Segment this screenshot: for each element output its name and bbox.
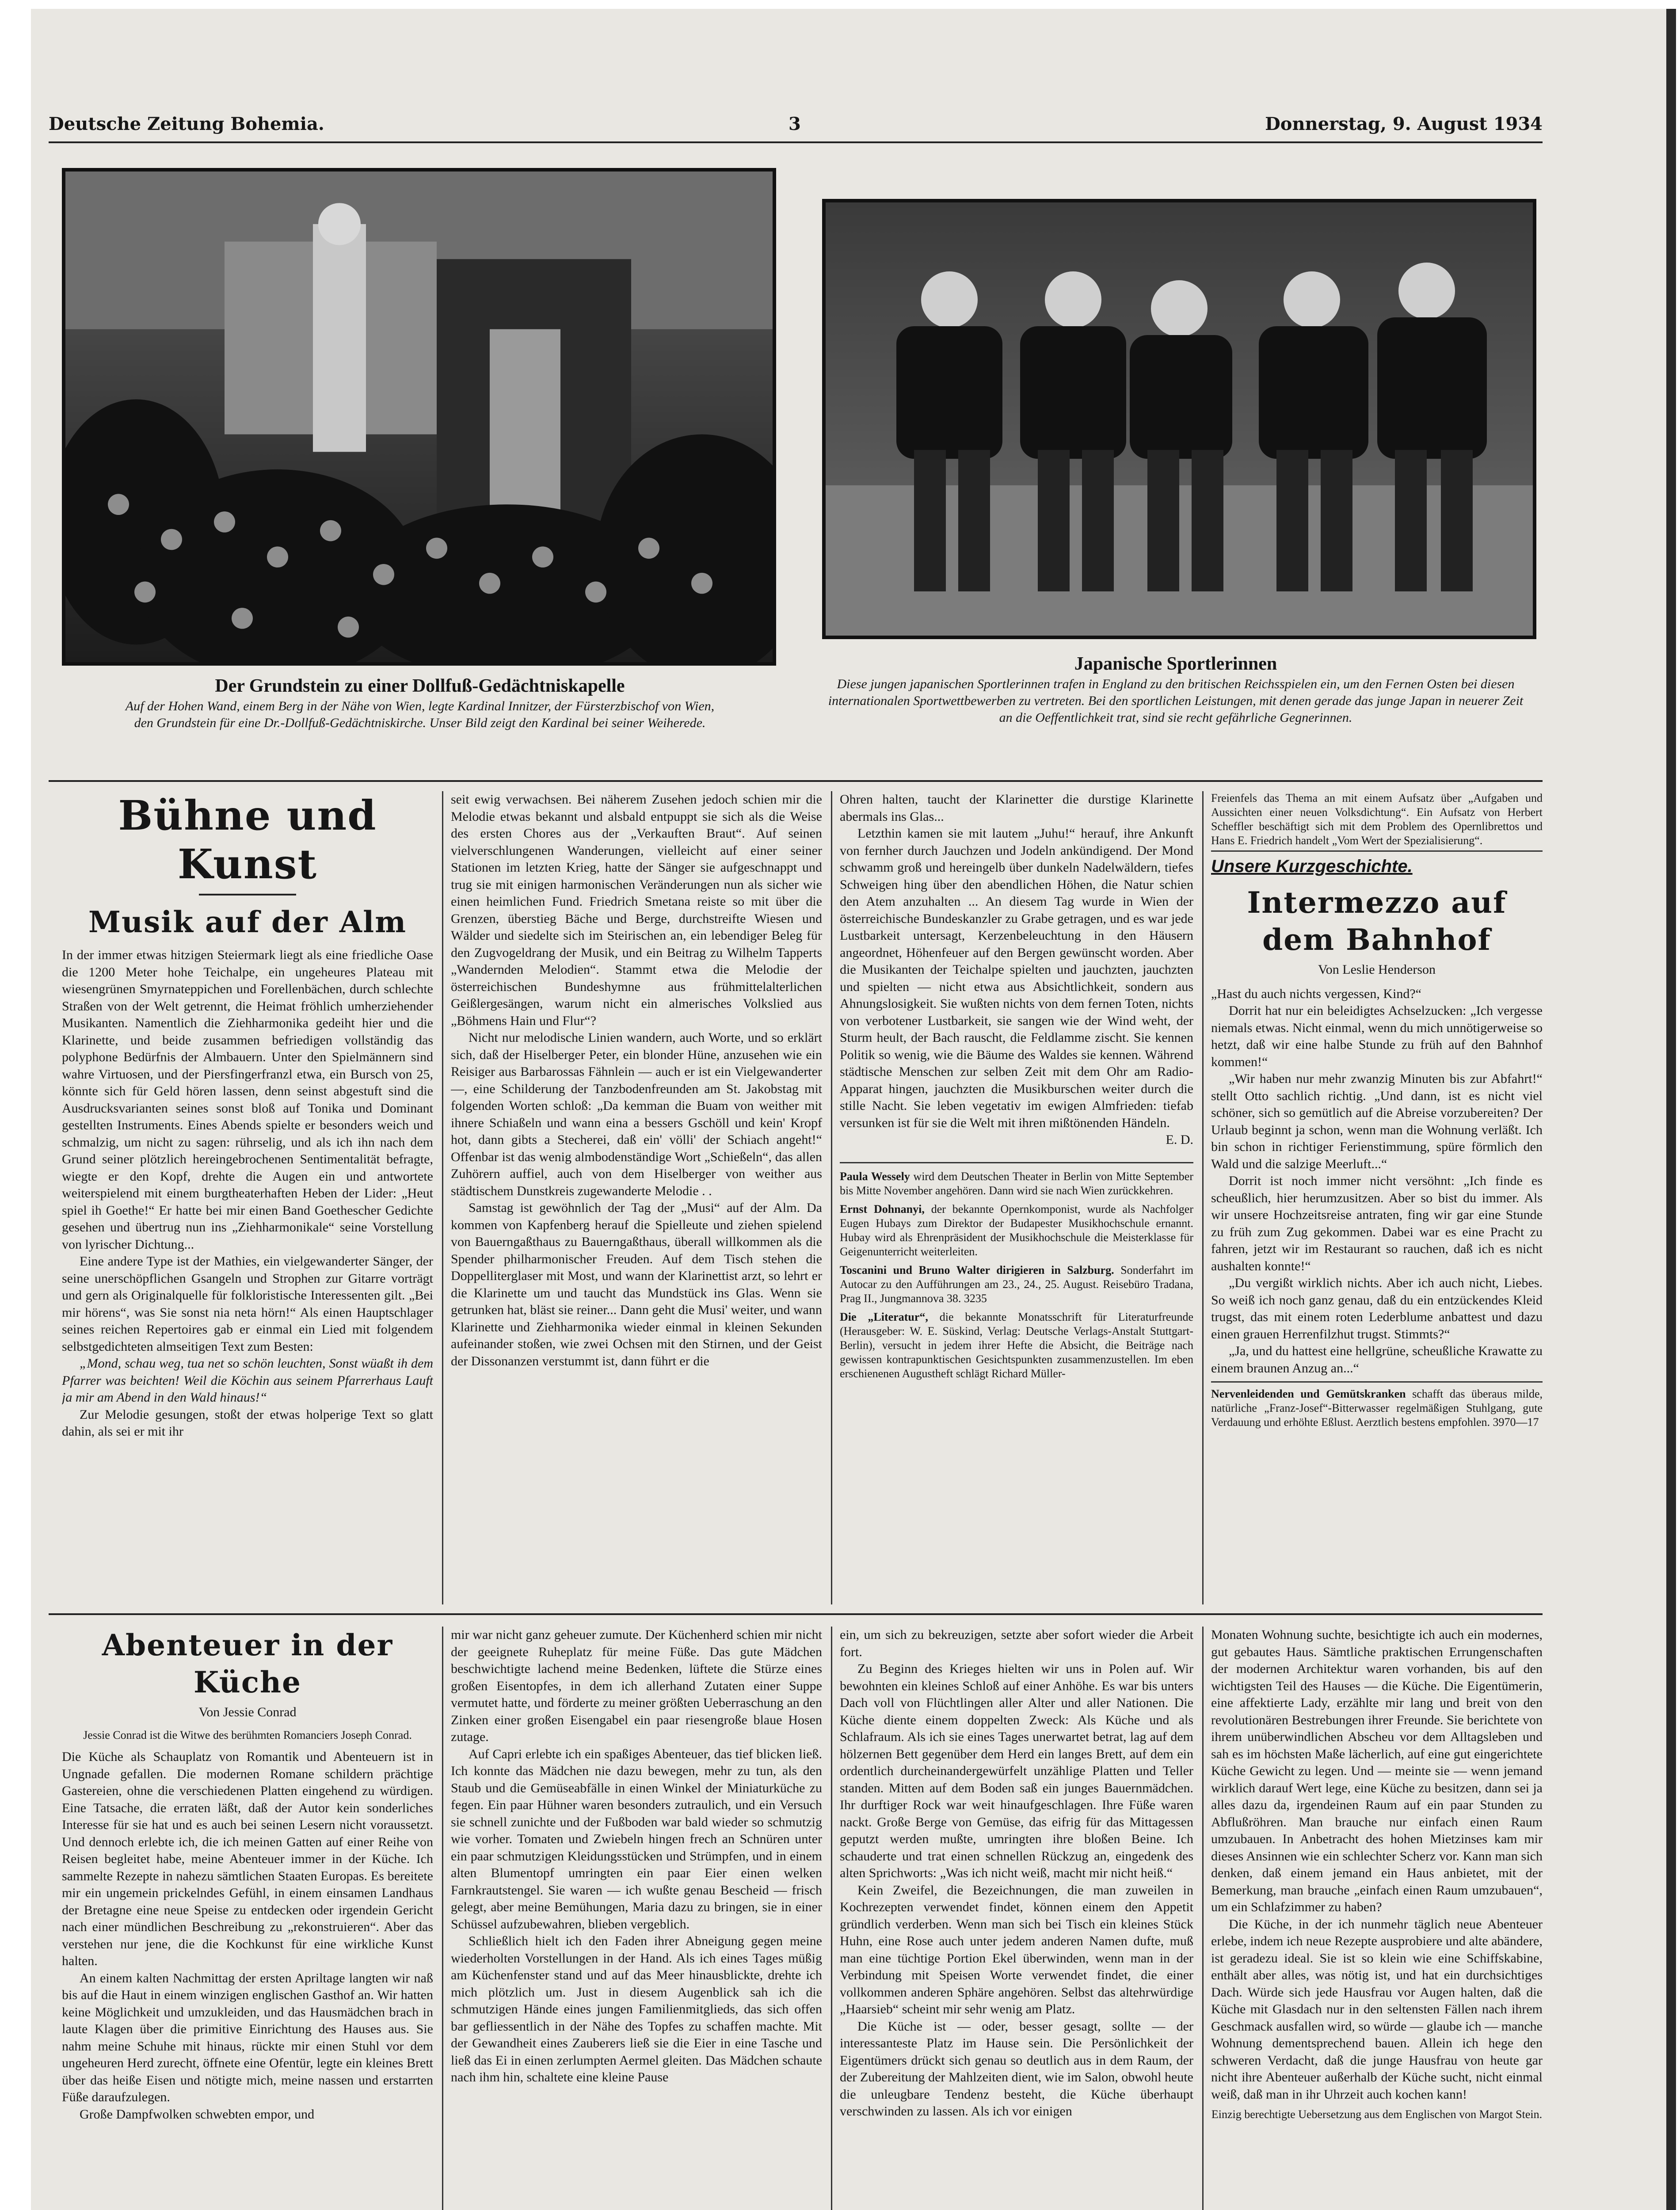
- paragraph: Die Küche, in der ich nunmehr täglich neue Abenteuer erlebe, indem ich neue Rezepte ausprobiere und alte abändere, ist geradezu ideal. Sie ist so klein wie eine Schiffskabine, enthält aber alles, was nötig ist, und hat ein durchsichtiges Dach. Würde sich jede Hausfrau vor Augen halten, daß die Küche mit Glasdach nur in den seltensten Fällen nach ihrem Geschmack ausfallen wird, so würde — glaube ich — manche Wohnung dementsprechend bauen. Allein ich hege den schweren Verdacht, daß die junge Hausfrau von heute gar nicht ihre Abenteuer außerhalb der Küche sucht, nicht einmal weiß, daß man in ihr Uhrzeit auch kochen kann!: [1211, 1917, 1543, 2102]
- paragraph: Zu Beginn des Krieges hielten wir uns in Polen auf. Wir bewohnten ein kleines Schloß auf einer Anhöhe. Es war bis unters Dach voll von Flüchtlingen aller Alter und aller Nationen. Die Küche diente einem doppelten Zweck: Als Küche und als Schlafraum. Als ich sie eines Tages unerwartet betrat, lag auf dem hölzernen Bett gegenüber dem Herd ein langes Brett, auf dem ein ordentlich durcheinandergewürfelt unzählige Platten und Teller standen. Mitten auf dem Boden saß ein junges Bauernmädchen. Ihr durftiger Rock war weit hinaufgeschlagen. Ihre Füße waren nackt. Große Berge von Gemüse, das eifrig für das Mittagessen geputzt werden mußte, umringten ihre bloßen Beine. Ich schauderte und trat einen schnellen Rückzug an, eingedenk des alten Sprichworts: „Was ich nicht weiß, macht mir nicht heiß.“: [840, 1661, 1193, 1880]
- newspaper-page: [31, 9, 1676, 2210]
- advertisement: Nervenleidenden und Gemütskranken schafft das überaus milde, natürliche „Franz-Josef“-Bitterwasser regelmäßigen Stuhlgang, gute Verdauung und erhöhte Eßlust. Aerztlich bestens empfohlen. 3970—17: [1211, 1387, 1543, 1429]
- paragraph: Ohren halten, taucht der Klarinetter die durstige Klarinette abermals ins Glas...: [840, 792, 1193, 824]
- news-item: Toscanini und Bruno Walter dirigieren in Salzburg. Sonderfahrt im Autocar zu den Aufführungen am 23., 24., 25. August. Reisebüro Tradana, Prag II., Jungmannova 38. 3235: [840, 1263, 1193, 1305]
- author-initials: E. D.: [1166, 1132, 1193, 1147]
- photo-title-right: Japanische Sportlerinnen: [1074, 654, 1277, 674]
- section-divider: [49, 1613, 1543, 1615]
- article-headline: Musik auf der Alm: [88, 905, 407, 939]
- abenteuer-column-3: [840, 1627, 1193, 2210]
- sportswomen-photo-icon: [822, 199, 1536, 639]
- poem: „Mond, schau weg, tua net so schön leuchten, Sonst wüaßt ih dem Pfarrer was beichten! Weil die Köchin aus seinem Pfarrerhaus Lauft ja mir am Abend in den Wald hinaus!“: [62, 1356, 433, 1405]
- crowd-photo-icon: [62, 168, 776, 666]
- paragraph: Letzthin kamen sie mit lautem „Juhu!“ herauf, ihre Ankunft von fernher durch Jauchzen und Jodeln ankündigend. Der Mond schwamm groß und hereingelb über dunkeln Nadelwäldern, tiefes Schweigen hing über den abendlichen Höhen, die Natur schien den Atem anzuhalten ... An diesem Tag wurde in Wien der österreichische Bundeskanzler zu Grabe getragen, und es war jede Lustbarkeit untersagt, Kerzenbeleuchtung in den Häusern angeordnet, Höhenfeuer auf den Bergen gewünscht worden. Aber die Musikanten der Teichalpe spielten und jauchzten, jauchzten und spielten — nicht etwa aus Absichtlichkeit, sondern aus Ahnungslosigkeit. Sie wußten nichts von dem fernen Toten, nichts von verbotener Lustbarkeit, sie sangen wie der Wind weht, der Sturm heult, der Bach rauscht, die Feldlamme zischt. Sie kennen Politik so wenig, wie die Bäume des Waldes sie kennen. Während städtische Menschen zur selben Zeit mit dem Ohr am Radio-Apparat hingen, jauchzten die Musikburschen weiter durch die stille Nacht. Sie leben vegetativ im ewigen Almfrieden: tiefab versunken ist für sie die Welt mit ihren mißtönenden Händeln.: [840, 826, 1193, 1130]
- paragraph: mir war nicht ganz geheuer zumute. Der Küchenherd schien mir nicht der geeignete Ruheplatz für meine Füße. Das gute Mädchen beschwichtigte lachend meine Bedenken, lüftete die Stürze eines großen Eisentopfes, in dem ich allerhand Zutaten einer Suppe vermutet hatte, und förderte zu meiner größten Ueberraschung an den Zinken einer großen Eisengabel ein paar riesengroße blaue Hosen zutage.: [451, 1627, 822, 1744]
- paragraph: „Du vergißt wirklich nichts. Aber ich auch nicht, Liebes. So weiß ich noch ganz genau, daß du ein entzückendes Kleid trugst, das mit einem roten Lederblume anbattest und dazu einen grauen Herrenfilzhut trugst. Stimmts?“: [1211, 1276, 1543, 1341]
- article-headline: Abenteuer in der Küche: [102, 1628, 393, 1699]
- paragraph: Auf Capri erlebte ich ein spaßiges Abenteuer, das tief blicken ließ. Ich konnte das Mädchen nie dazu bewegen, mehr zu tun, als den Staub und die Gemüseabfälle in einen Winkel der Miniaturküche zu fegen. Ein paar Hühner waren besonders zutraulich, und ein Versuch sie schnell zunichte und der Fußboden war bald wieder so schmutzig wie vorher. Tomaten und Zwiebeln hingen frech an Schnüren unter ein paar schmutzigen Kleidungsstücken und Strümpfen, und in einem alten Blumentopf umringten ein paar Eier einen welken Farnkrautstengel. Sie waren — ich wußte genau Bescheid — frisch gelegt, aber meine Bemühungen, Maria dazu zu bringen, sie in einer Schüssel aufzubewahren, blieben vergeblich.: [451, 1746, 822, 1932]
- buehne-column-1: [62, 791, 433, 1604]
- news-item: Die „Literatur“, die bekannte Monatsschrift für Literaturfreunde (Herausgeber: W. E. Süskind, Verlag: Deutsche Verlags-Anstalt Stuttgart-Berlin), versucht in jedem ihrer Hefte die Absicht, die Beiträge nach gewissen kontrapunktischen Gesichtspunkten zusammenzustellen. Im eben erschienenen Augustheft schlägt Richard Müller-: [840, 1310, 1193, 1380]
- paragraph: Schließlich hielt ich den Faden ihrer Abneigung gegen meine wiederholten Vorstellungen in der Hand. Als ich eines Tages müßig am Küchenfenster stand und auf das Meer hinausblickte, drehte ich mich plötzlich um. Just in diesem Augenblick sah ich die schmutzigen Hände eines jungen Familienmitglieds, das sich offen bar gefliessentlich in der Nähe des Topfes zu schaffen machte. Mit der Gewandheit eines Zauberers ließ sie die Eier in eine Tasche und ließ das Ei in einen zerlumpten Aermel gleiten. Das Mädchen schaute nach ihm hin, schaltete eine kleine Pause: [451, 1934, 822, 2084]
- paragraph: Die Küche ist — oder, besser gesagt, sollte — der interessanteste Platz im Hause sein. Die Persönlichkeit der Eigentümers drückt sich genau so deutlich aus in dem Raum, der der Zubereitung der Mahlzeiten dient, wie im Salon, obwohl heute die unleugbare Tendenz besteht, die Küche überhaupt verschwinden zu lassen. Als ich vor einigen: [840, 2019, 1193, 2119]
- paragraph: ein, um sich zu bekreuzigen, setzte aber sofort wieder die Arbeit fort.: [840, 1627, 1193, 1659]
- literatur-continuation: Freienfels das Thema an mit einem Aufsatz über „Aufgaben und Aussichten einer neuen Volksdichtung“. Ein Aufsatz von Herbert Scheffler beschäftigt sich mit dem Problem des Opernlibrettos und Hans E. Friedrich handelt „Vom Wert der Spezialisierung“.: [1211, 792, 1543, 847]
- paragraph: Samstag ist gewöhnlich der Tag der „Musi“ auf der Alm. Da kommen von Kapfenberg herauf die Spielleute und ziehen spielend von Bauerngaßthaus zu Bauerngaßthaus, überall willkommen als die Spender philharmonischer Freuden. Auf dem Tisch stehen die Doppelliterglaser mit Most, und wann der Klarinettist arzt, so lehrt er die Klarinette um und taucht das Mundstück ins Glas. Wenn sie getrunken hat, bläst sie reiner... Dann geht die Musi' weiter, und wann Klarinette und Ziehharmonika wieder einmal in kleinen Sekunden aufeinander stoßen, wie zwei Ochsen mit den Stirnen, und der Geist der Dissonanzen verstummt ist, dann führt er die: [451, 1200, 822, 1368]
- photo-caption-right: [827, 652, 1525, 726]
- paragraph: Zur Melodie gesungen, stoßt der etwas holperige Text so glatt dahin, als sei er mit ihr: [62, 1407, 433, 1439]
- buehne-column-2: [451, 791, 822, 1604]
- section-title: Bühne und Kunst: [118, 792, 377, 888]
- abenteuer-column-1: [62, 1627, 433, 2210]
- paragraph: In der immer etwas hitzigen Steiermark liegt als eine friedliche Oase die 1200 Meter hohe Teichalpe, ein ungeheures Plateau mit wiesengrünen Smyrnateppichen und Forellenbächen, durch schlechte Straßen von der Welt getrennt, die Heimat fröhlich umherziehender Musikanten. Namentlich die Ziehharmonika gedeiht hier und die Klarinette, und beide zusammen befriedigen vollständig das polyphone Bedürfnis der Almbauern. Unter den Spielmännern sind wahre Virtuosen, und der Piersfingerfranzl etwa, ein Bursch von 25, könnte sich für Geld hören lassen, denn seinst abgestuft sind die Ausdrucksvarianten seines sonst bloß auf Tonika und Dominant gestellten Instruments. Eines Abends spielte er besonders weich und schmalzig, um nicht zu sagen: rührselig, und als ich ihn nach dem Grund seiner plötzlich hereingebrochenen Sentimentalität befragte, wiegte er den Kopf, drehte die Augen ein und antwortete weiterspielend mit einem burgtheaterhaften Heben der Lider: „Heut spiel ih Goethe!“ Er hatte bei mir einen Band Goethescher Gedichte gesehen und übertrug nun ins „Ziehharmonikale“ seine Vorstellung von lyrischer Dichtung...: [62, 948, 433, 1252]
- column-divider: [831, 1627, 832, 2210]
- paragraph: „Hast du auch nichts vergessen, Kind?“: [1211, 986, 1421, 1001]
- column-divider: [442, 1627, 443, 2210]
- photo-text-left: Auf der Hohen Wand, einem Berg in der Nähe von Wien, legte Kardinal Innitzer, der Fürsterzbischof von Wien, den Grundstein für eine Dr.-Dollfuß-Gedächtniskirche. Unser Bild zeigt den Kardinal bei seiner Weiherede.: [125, 699, 715, 730]
- paragraph: Monaten Wohnung suchte, besichtigte ich auch ein modernes, gut gebautes Haus. Sämtliche praktischen Errungenschaften der modernen Architektur waren vorhanden, bis auf den wichtigsten Teil des Hauses — die Küche. Die Eigentümerin, eine affektierte Lady, erzählte mir lang und breit von den revolutionären Bestrebungen ihrer Freunde. Sie berichtete von ihrem unüberwindlichen Abscheu vor dem Alltagsleben und sah es im höchsten Maße lächerlich, auf eine gut eingerichtete Küche Gewicht zu legen. Und — meinte sie — wenn jemand wirklich darauf Wert lege, eine Küche zu besitzen, dann sei ja alles dazu da, irgendeinen Raum auf ein paar Stunden zu Abflußröhren. Man brauche nur einfach einen Raum umzubauen. In Anbetracht des hohen Mietzinses kam mir dieses Ansinnen wie ein schlechter Scherz vor. Kann man sich denken, daß einem jemand ein Haus anbietet, mit der Bemerkung, man brauche „einfach einen Raum umzubauen“, um ein Schlafzimmer zu haben?: [1211, 1627, 1543, 1914]
- photo-title-left: Der Grundstein zu einer Dollfuß-Gedächtniskapelle: [215, 676, 625, 696]
- paragraph: Kein Zweifel, die Bezeichnungen, die man zuweilen in Kochrezepten verwendet findet, können einem den Appetit gründlich verderben. Wenn man sich bei Tisch ein kleines Stück Huhn, eine Rose auch unter jedem anderen Namen dufte, muß man eine tüchtige Portion Ekel überwinden, wenn man in der Verbindung mit Speisen Worte verwendet findet, die einer vollkommen anderen Sphäre angehören. Selbst das altehrwürdige „Haarsieb“ scheint mir sehr wenig am Platz.: [840, 1882, 1193, 2016]
- photo-text-right: Diese jungen japanischen Sportlerinnen trafen in England zu den britischen Reichsspielen ein, um den Fernen Osten bei diesen internationalen Sportwettbewerben zu vertreten. Bei den sportlichen Leistungen, mit denen gerade das junge Japan in neuerer Zeit an die Oeffentlichkeit trat, sind sie recht gefährliche Gegnerinnen.: [828, 677, 1524, 725]
- abenteuer-column-2: [451, 1627, 822, 2210]
- paragraph: „Ja, und du hattest eine hellgrüne, scheußliche Krawatte zu einem braunen Anzug an...“: [1211, 1344, 1543, 1376]
- column-divider: [442, 791, 443, 1604]
- column-divider: [1202, 791, 1204, 1604]
- news-item: Ernst Dohnanyi, der bekannte Opernkomponist, wurde als Nachfolger Eugen Hubays zum Direktor der Budapester Musikhochschule ernannt. Hubay wird als Ehrenpräsident der Musikhochschule die Meisterklasse für Geigenunterricht weiterleiten.: [840, 1202, 1193, 1258]
- page-number: 3: [789, 113, 801, 134]
- buehne-column-3: [840, 791, 1193, 1604]
- kurzgeschichte-column: [1211, 791, 1543, 1604]
- paragraph: „Wir haben nur mehr zwanzig Minuten bis zur Abfahrt!“ stellt Otto sachlich richtig. „Und dann, ist es nicht viel schöner, sich so gemütlich auf die Abreise vorzubereiten? Der Urlaub beginnt ja schon, wenn man die Wohnung verläßt. Ich bin schon in richtiger Ferienstimmung, spüre förmlich den Wald und die salzige Meerluft...“: [1211, 1071, 1543, 1171]
- abenteuer-column-4: [1211, 1627, 1543, 2210]
- section-divider: [49, 780, 1543, 782]
- paragraph: Große Dampfwolken schwebten empor, und: [80, 2107, 315, 2122]
- story-byline: Von Leslie Henderson: [1318, 962, 1436, 977]
- translation-credit: Einzig berechtigte Uebersetzung aus dem Englischen von Margot Stein.: [1211, 2108, 1543, 2121]
- column-divider: [1202, 1627, 1204, 2210]
- photo-caption-left: [119, 674, 720, 732]
- title-rule: [199, 894, 296, 895]
- paragraph: Dorrit hat nur ein beleidigtes Achselzucken: „Ich vergesse niemals etwas. Nicht einmal, wenn du mich unnötigerweise so hetzt, daß wir eine halbe Stunde zu früh auf den Bahnhof kommen!“: [1211, 1003, 1543, 1069]
- author-note: Jessie Conrad ist die Witwe des berühmten Romanciers Joseph Conrad.: [83, 1729, 412, 1741]
- paragraph: seit ewig verwachsen. Bei näherem Zusehen jedoch schien mir die Melodie etwas bekannt und alsbald entpuppt sie sich als die Weise des ersten Chores aus der „Verkauften Braut“. Auf seinen vielverschlungenen Wanderungen, vielleicht auf einer seiner Stationen im letzten Krieg, hatte der Sänger sie aufgeschnappt und trug sie mit einigen harmonischen Veränderungen nun als sicher wie einen heimlichen Fund. Friedrich Smetana reiste so mit über die Grenzen, überstieg Bäche und Berge, durchstreifte Wiesen und Wälder und siedelte sich im Steirischen an, ein lebendiger Beleg für den Zugvogeldrang der Musik, und ein Beitrag zu Wilhelm Tapperts „Wandernden Melodien“. Stammt etwa die Melodie der österreichischen Bundeshymne aus frühmittelalterlichen Geißlergesängen, warum nicht ein almerisches Volkslied aus „Böhmens Hain und Flur“?: [451, 792, 822, 1028]
- masthead-title: Deutsche Zeitung Bohemia.: [49, 113, 324, 134]
- paragraph: Nicht nur melodische Linien wandern, auch Worte, und so erklärt sich, daß der Hiselberger Peter, ein blonder Hüne, anzusehen wie ein Reisiger aus Barbarossas Fähnlein — auch er ist ein Vielgewanderter —, eine Schilderung der Tanzbodenfreunden am St. Jakobstag mit folgenden Worten schloß: „Da kemman die Buam von weither mit ihnere Schiaßeln und wann eina a bessers Gschöll und kein' Kropf hot, dann gibts a Stecherei, daß ein' völli' der Schiach angeht!“ Offenbar ist das wenig almbodenständige Wort „Schießeln“, das allen Zuhörern auffiel, auch von dem Hiselberger von weither aus städtischem Dunstkreis zugewanderte Melodie . .: [451, 1030, 822, 1198]
- news-item: Paula Wessely wird dem Deutschen Theater in Berlin von Mitte September bis Mitte November angehören. Dann wird sie nach Wien zurückkehren.: [840, 1170, 1193, 1197]
- paragraph: An einem kalten Nachmittag der ersten Apriltage langten wir naß bis auf die Haut in einem winzigen englischen Gasthof an. Wir hatten keine Möglichkeit und umzukleiden, und das Hausmädchen brach in laute Klagen über die primitive Einrichtung des Hauses aus. Sie nahm meine Schuhe mit hinaus, rückte mir einen Stuhl vor dem ungeheuren Herd zurecht, öffnete eine Ofentür, legte ein kleines Brett über das heiße Eisen und nötigte mich, meine nassen und erstarrten Füße daraufzulegen.: [62, 1970, 433, 2104]
- article-byline: Von Jessie Conrad: [198, 1705, 297, 1719]
- masthead: [49, 106, 1543, 143]
- paragraph: Dorrit ist noch immer nicht versöhnt: „Ich finde es scheußlich, hier herumzusitzen. Aber so bist du immer. Als wir unsere Hochzeitsreise antraten, fing wir gar eine Stunde zu früh zum Zug gekommen. Dabei war es eine Pracht zu fahren, jetzt wir im Restaurant so rauchen, daß ich es nicht aushalten konnte!“: [1211, 1174, 1543, 1273]
- paragraph: Die Küche als Schauplatz von Romantik und Abenteuern ist in Ungnade gefallen. Die modernen Romane schildern prächtige Gastereien, ohne die verschiedenen Platten eingehend zu würdigen. Eine Tatsache, die erraten läßt, daß der Autor kein sonderliches Interesse für sie hat und es auch bei seinen Lesern nicht voraussetzt. Und dennoch erlebte ich, die ich meinen Gatten auf einer Reihe von Reisen begleitet habe, meine Abenteuer immer in der Küche. Ich sammelte Rezepte in nahezu sämtlichen Staaten Europas. Es bereitete mir ein ungemein prickelndes Gefühl, in einem einsamen Landhaus der Bretagne eine neue Speise zu entdecken oder irgendein Gericht nach einer mündlichen Beschreibung zu „rekonstruieren“. Aber das verstehen nur jene, die die Kochkunst für eine wirkliche Kunst halten.: [62, 1749, 433, 1968]
- section-label: Unsere Kurzgeschichte.: [1211, 857, 1413, 876]
- masthead-date: Donnerstag, 9. August 1934: [1265, 113, 1543, 134]
- paragraph: Eine andere Type ist der Mathies, ein vielgewanderter Sänger, der seine unerschöpflichen Gsangeln und Strophen zur Gitarre vorträgt und gern als Originalquelle für folkloristische Interessenten gilt. „Bei mir hörens“, was Sie sonst nia neta hörn!“ Als einen Hauptschlager seines reichen Repertoires gab er einmal ein Lied mit folgendem selbstgedichteten almseitigen Text zum Besten:: [62, 1254, 433, 1354]
- column-divider: [831, 791, 832, 1604]
- story-headline: Intermezzo auf dem Bahnhof: [1247, 885, 1507, 957]
